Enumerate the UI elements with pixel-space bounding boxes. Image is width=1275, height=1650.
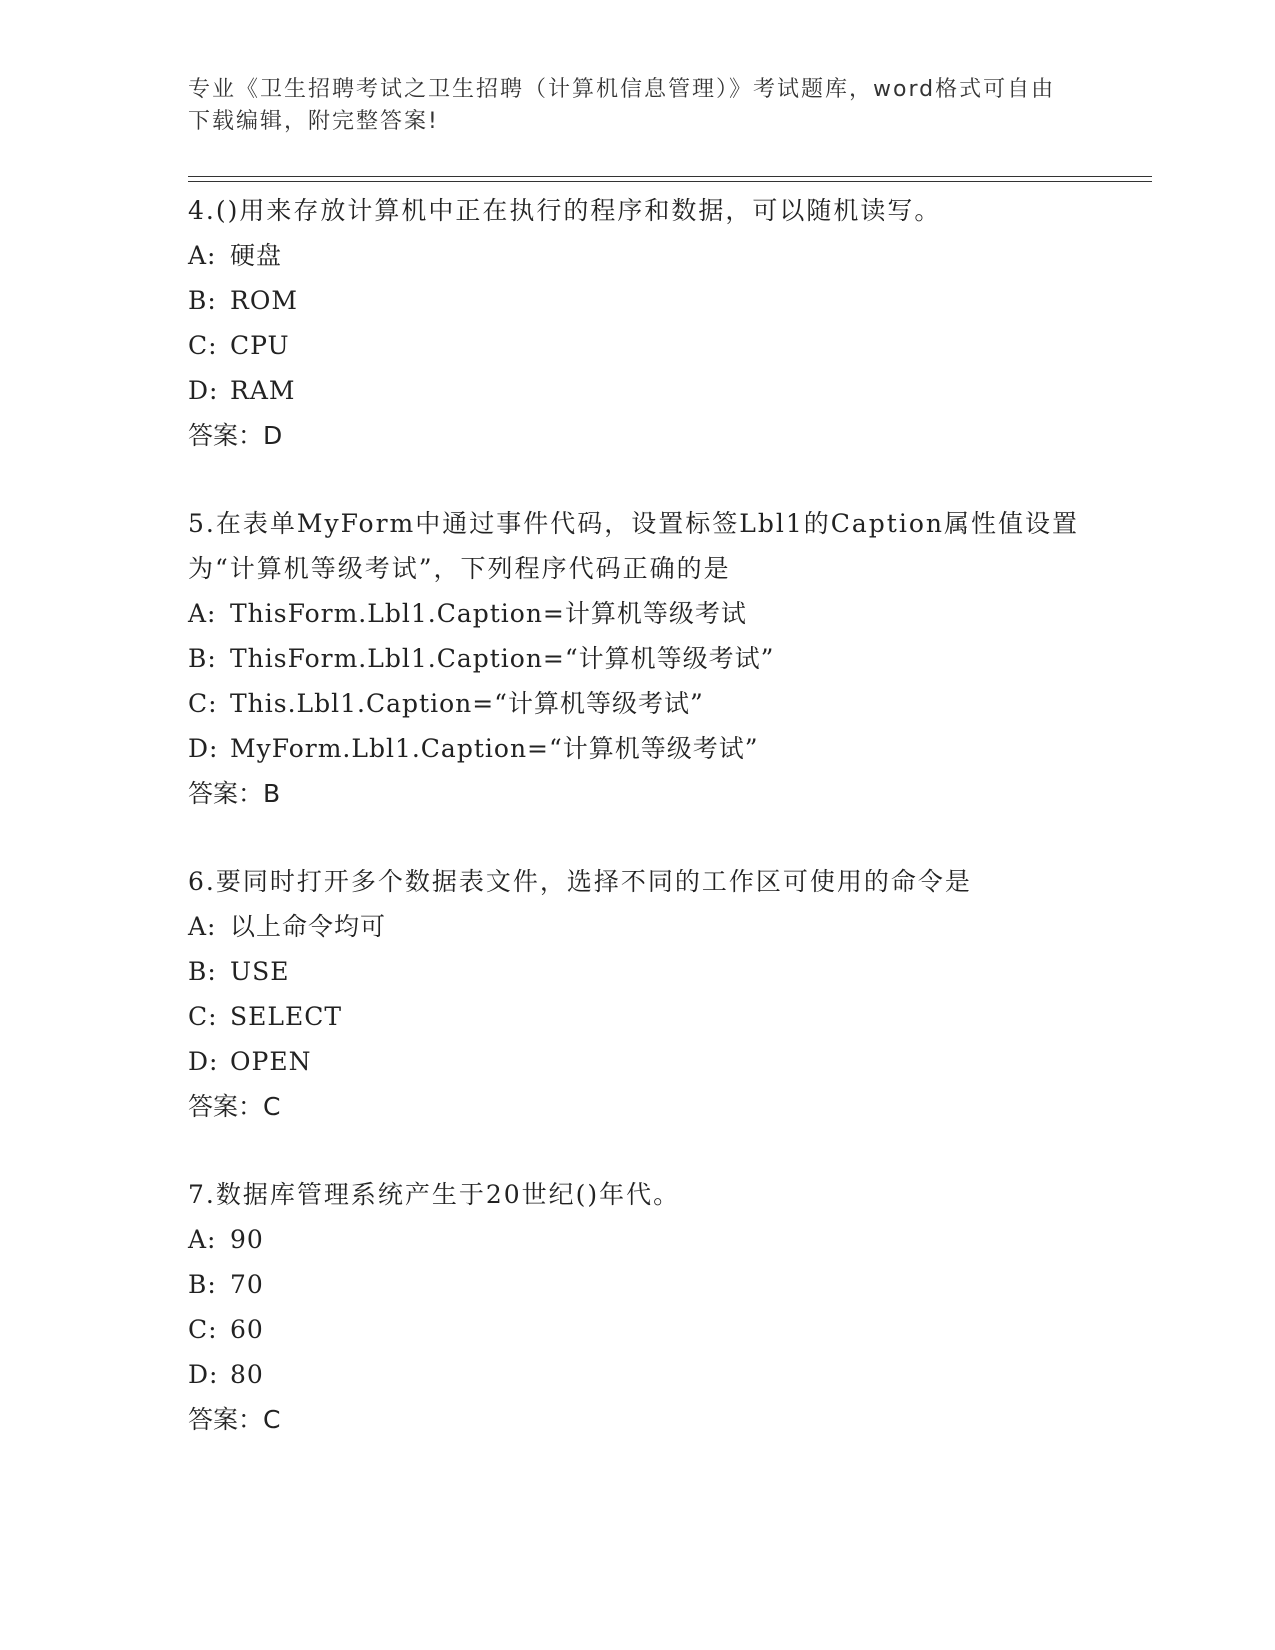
option-c	[188, 323, 1088, 368]
question-6	[188, 859, 1088, 1172]
option-a	[188, 233, 1088, 278]
header-divider-top	[188, 176, 1152, 177]
option-letter: D:	[188, 1047, 219, 1076]
option-d	[188, 368, 1088, 413]
option-text: SELECT	[230, 1002, 343, 1031]
header-divider-bottom	[188, 181, 1152, 182]
option-text: 60	[230, 1315, 264, 1344]
option-letter: A:	[188, 241, 217, 270]
option-letter: A:	[188, 599, 217, 628]
option-letter: B:	[188, 644, 217, 673]
option-letter: A:	[188, 912, 217, 941]
option-letter: B:	[188, 1270, 217, 1299]
question-4	[188, 188, 1088, 501]
question-stem: 4.()用来存放计算机中正在执行的程序和数据，可以随机读写。	[188, 196, 942, 225]
option-a	[188, 1217, 1088, 1262]
question-stem: 6.要同时打开多个数据表文件，选择不同的工作区可使用的命令是	[188, 867, 972, 896]
option-text: USE	[230, 957, 290, 986]
option-text: OPEN	[230, 1047, 312, 1076]
option-a	[188, 904, 1088, 949]
option-letter: C:	[188, 1002, 218, 1031]
option-b	[188, 636, 1088, 681]
option-text: This.Lbl1.Caption=“计算机等级考试”	[230, 689, 704, 718]
answer-line: 答案：C	[188, 1405, 281, 1434]
option-letter: B:	[188, 957, 217, 986]
option-text: CPU	[230, 331, 290, 360]
option-text: RAM	[230, 376, 296, 405]
option-b	[188, 949, 1088, 994]
question-stem: 7.数据库管理系统产生于20世纪()年代。	[188, 1180, 681, 1209]
option-text: ThisForm.Lbl1.Caption=“计算机等级考试”	[230, 644, 775, 673]
option-letter: C:	[188, 689, 218, 718]
question-spacer	[188, 816, 1088, 859]
answer-line: 答案：B	[188, 779, 281, 808]
option-text: ROM	[230, 286, 298, 315]
option-letter: D:	[188, 734, 219, 763]
option-text: 90	[230, 1225, 264, 1254]
option-b	[188, 1262, 1088, 1307]
option-text: ThisForm.Lbl1.Caption=计算机等级考试	[230, 599, 747, 628]
option-letter: C:	[188, 331, 218, 360]
question-7	[188, 1172, 1088, 1442]
question-spacer	[188, 458, 1088, 501]
option-b	[188, 278, 1088, 323]
answer-line: 答案：C	[188, 1092, 281, 1121]
option-letter: C:	[188, 1315, 218, 1344]
option-letter: B:	[188, 286, 217, 315]
option-letter: D:	[188, 376, 219, 405]
option-text: 70	[230, 1270, 264, 1299]
document-header: 专业《卫生招聘考试之卫生招聘（计算机信息管理）》考试题库，word格式可自由下载编辑，附完整答案!	[188, 77, 1056, 134]
option-d	[188, 1352, 1088, 1397]
option-text: 硬盘	[230, 241, 283, 270]
question-list	[188, 188, 1088, 1442]
option-d	[188, 1039, 1088, 1084]
question-spacer	[188, 1129, 1088, 1172]
option-d	[188, 726, 1088, 771]
question-stem: 5.在表单MyForm中通过事件代码，设置标签Lbl1的Caption属性值设置为“计算机等级考试”，下列程序代码正确的是	[188, 509, 1080, 583]
option-a	[188, 591, 1088, 636]
option-text: 以上命令均可	[230, 912, 387, 941]
option-text: MyForm.Lbl1.Caption=“计算机等级考试”	[230, 734, 759, 763]
option-c	[188, 1307, 1088, 1352]
option-letter: A:	[188, 1225, 217, 1254]
option-c	[188, 994, 1088, 1039]
option-c	[188, 681, 1088, 726]
question-5	[188, 501, 1088, 859]
option-text: 80	[230, 1360, 264, 1389]
option-letter: D:	[188, 1360, 219, 1389]
answer-line: 答案：D	[188, 421, 283, 450]
